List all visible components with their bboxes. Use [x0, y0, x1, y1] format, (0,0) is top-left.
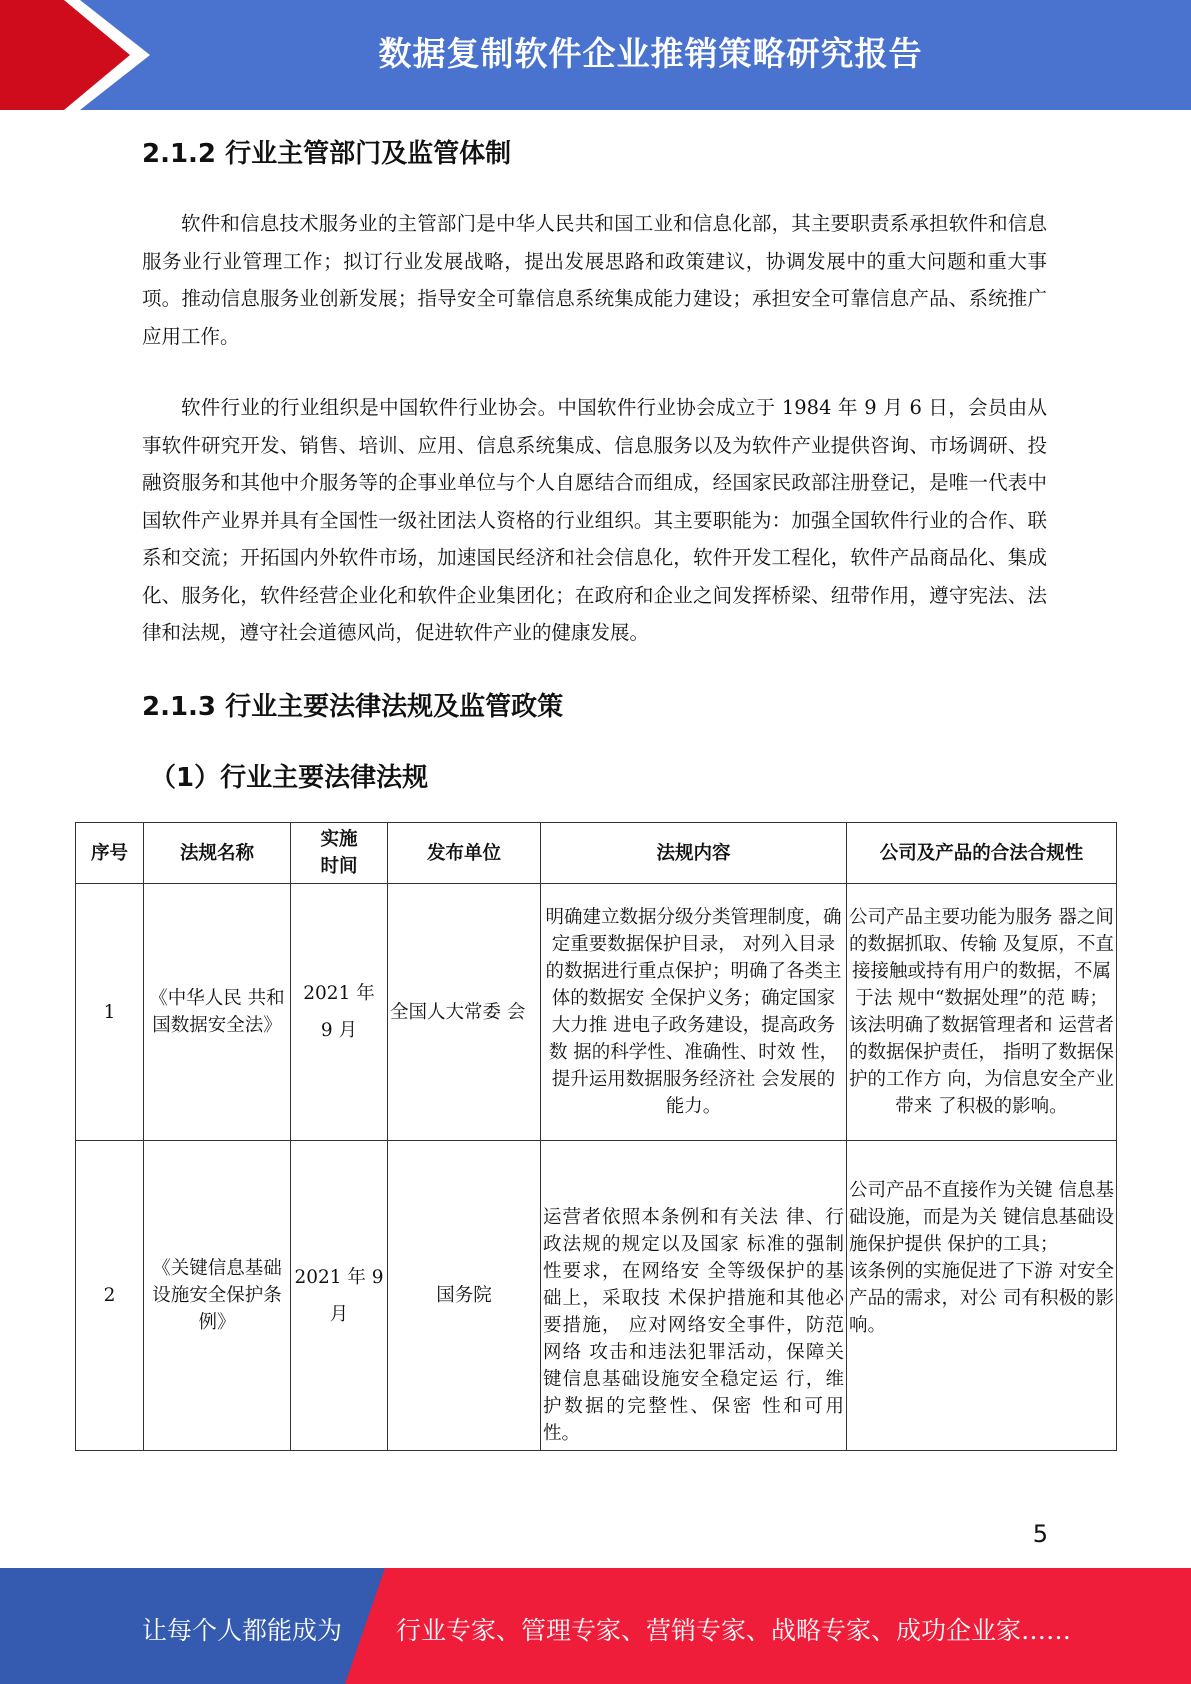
header-compliance: 公司及产品的合法合规性 — [847, 823, 1117, 884]
report-title: 数据复制软件企业推销策略研究报告 — [378, 34, 923, 73]
cell-content: 明确建立数据分级分类管理制度，确定重要数据保护目录， 对列入目录的数据进行重点保护；明确了各类主体的数据安 全保护义务；确定国家大力推 进电子政务建设，提高政务数 据的科学性、准确性、时效 性，提升运用数据服务经济社 会发展的能力。 — [541, 884, 847, 1141]
paragraph-association: 软件行业的行业组织是中国软件行业协会。中国软件行业协会成立于 1984 年 9 月 6 日，会员由从事软件研究开发、销售、培训、应用、信息系统集成、信息服务以及为软件产业提供咨询、市场调研、投融资服务和其他中介服务等的企事业单位与个人自愿结合而组成，经国家民政部注册登记，是唯一代表中国软件产业界并具有全国性一级社团法人资格的行业组织。其主要职能为：加强全国软件行业的合作、联系和交流；开拓国内外软件市场，加速国民经济和社会信息化，软件开发工程化，软件产品商品化、集成化、服务化，软件经营企业化和软件企业集团化；在政府和企业之间发挥桥梁、纽带作用，遵守宪法、法律和法规，遵守社会道德风尚，促进软件产业的健康发展。 — [142, 396, 1047, 644]
cell-issuer: 全国人大常委 会 — [388, 884, 541, 1141]
header-chevron-red — [0, 0, 130, 110]
header-content: 法规内容 — [541, 823, 847, 884]
section-2-1-2-title: 2.1.2 行业主管部门及监管体制 — [142, 139, 512, 169]
footer-slogan-left: 让每个人都能成为 — [142, 1616, 343, 1645]
page-number: 5 — [1032, 1520, 1048, 1548]
page-header — [0, 0, 1191, 110]
cell-name: 《关键信息基础设施安全保护条 例》 — [144, 1141, 291, 1451]
section-2-1-3-title: 2.1.3 行业主要法律法规及监管政策 — [142, 692, 564, 722]
footer-slogan-right: 行业专家、管理专家、营销专家、战略专家、成功企业家…… — [396, 1616, 1072, 1645]
header-date: 实施 时间 — [291, 823, 388, 884]
paragraph-authority: 软件和信息技术服务业的主管部门是中华人民共和国工业和信息化部，其主要职责系承担软件和信息服务业行业管理工作；拟订行业发展战略，提出发展思路和政策建议，协调发展中的重大问题和重大事项。推动信息服务业创新发展；指导安全可靠信息系统集成能力建设；承担安全可靠信息产品、系统推广应用工作。 — [142, 212, 1047, 348]
cell-content: 运营者依照本条例和有关法 律、行政法规的规定以及国家 标准的强制性要求，在网络安 全等级保护的基础上，采取技 术保护措施和其他必要措施， 应对网络安全事件，防范网络 攻击和违法犯罪活动，保障关 键信息基础设施安全稳定运 行，维护数据的完整性、保密 性和可用性。 — [541, 1141, 847, 1451]
table-row — [76, 1141, 1117, 1451]
page-footer — [0, 1568, 1191, 1684]
cell-issuer: 国务院 — [388, 1141, 541, 1451]
cell-date: 2021 年 9 月 — [291, 1141, 388, 1451]
table-header-row — [76, 823, 1117, 884]
header-issuer: 发布单位 — [388, 823, 541, 884]
cell-compliance: 公司产品主要功能为服务 器之间的数据抓取、传输 及复原，不直接接触或持有用户的数据，不属于法 规中“数据处理”的范 畴； 该法明确了数据管理者和 运营者的数据保护责任， 指明了数据保护的工作方 向，为信息安全产业带来 了积极的影响。 — [847, 884, 1117, 1141]
cell-no: 2 — [76, 1141, 144, 1451]
subsection-laws-title: （1）行业主要法律法规 — [150, 763, 429, 793]
cell-name: 《中华人民 共和国数据安全法》 — [144, 884, 291, 1141]
cell-date: 2021 年 9 月 — [291, 884, 388, 1141]
cell-compliance: 公司产品不直接作为关键 信息基础设施，而是为关 键信息基础设施保护提供 保护的工具； 该条例的实施促进了下游 对安全产品的需求，对公 司有积极的影响。 — [847, 1141, 1117, 1451]
regulations-table — [75, 822, 1117, 1451]
table-row — [76, 884, 1117, 1141]
header-no: 序号 — [76, 823, 144, 884]
cell-no: 1 — [76, 884, 144, 1141]
header-name: 法规名称 — [144, 823, 291, 884]
